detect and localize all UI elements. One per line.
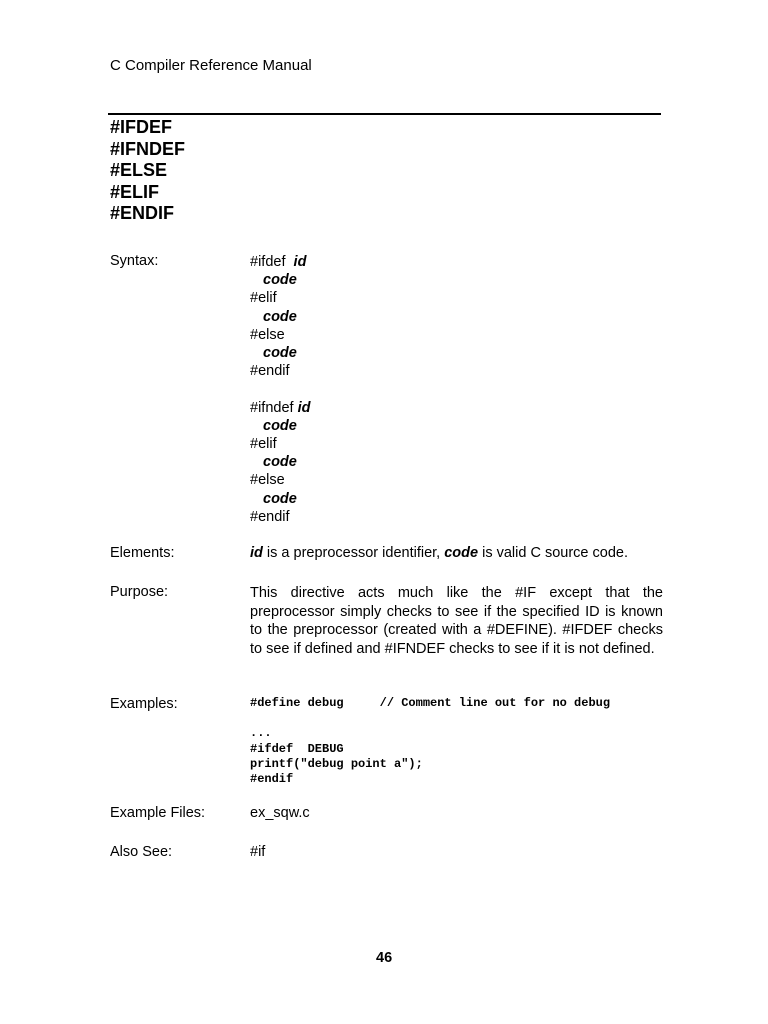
syntax-code: code [263, 272, 297, 289]
directive-title: #IFNDEF [110, 138, 186, 159]
syntax-elif: #elif [250, 436, 277, 453]
syntax-id: id [297, 399, 311, 416]
syntax-ifndef: #ifndef [250, 399, 294, 416]
syntax-else: #else [250, 326, 285, 343]
directive-title: #ENDIF [110, 203, 175, 223]
syntax-code: code [263, 454, 297, 471]
syntax-ifdef: #ifdef [250, 254, 286, 270]
running-header: C Compiler Reference Manual [110, 57, 312, 74]
elements-code: code [444, 545, 479, 561]
header-rule [108, 113, 661, 115]
syntax-code: code [263, 345, 297, 362]
syntax-block [250, 253, 310, 526]
elements-text2: is valid C source code. [478, 545, 628, 561]
example-files-label: Example Files: [110, 805, 206, 821]
elements-text [250, 545, 628, 561]
code-line: #endif [250, 772, 294, 787]
directive-title: #ELIF [110, 181, 160, 202]
also-see-label: Also See: [110, 844, 173, 860]
code-line: ... [250, 726, 272, 741]
syntax-elif: #elif [250, 290, 277, 307]
syntax-code: code [263, 417, 297, 434]
purpose-text: This directive acts much like the #IF except that the preprocessor simply checks to see if the specified ID is known to the preprocessor (created with a #DEFINE). #IFDEF checks to see if defined and #IFNDEF checks to see if it is not defined. [250, 585, 663, 657]
directive-titles [110, 117, 185, 225]
code-line [250, 711, 610, 726]
syntax-code: code [263, 308, 297, 325]
elements-label: Elements: [110, 545, 175, 561]
elements-text1: is a preprocessor identifier, [262, 545, 445, 561]
page-number: 46 [376, 950, 393, 966]
syntax-id: id [293, 254, 307, 270]
purpose-label: Purpose: [110, 584, 169, 600]
elements-id: id [250, 545, 263, 561]
syntax-endif: #endif [250, 508, 290, 525]
examples-label: Examples: [110, 696, 178, 712]
also-see-value: #if [250, 844, 266, 860]
syntax-endif: #endif [250, 363, 290, 380]
example-files-value: ex_sqw.c [250, 805, 310, 821]
syntax-code: code [263, 490, 297, 507]
directive-title: #IFDEF [110, 117, 173, 137]
directive-title: #ELSE [110, 160, 168, 180]
code-line: printf("debug point a"); [250, 756, 423, 771]
syntax-label: Syntax: [110, 253, 159, 269]
code-line: #ifdef DEBUG [250, 741, 344, 756]
code-line: #define debug // Comment line out for no debug [250, 696, 611, 710]
syntax-else: #else [250, 472, 285, 489]
examples-code [250, 696, 610, 787]
